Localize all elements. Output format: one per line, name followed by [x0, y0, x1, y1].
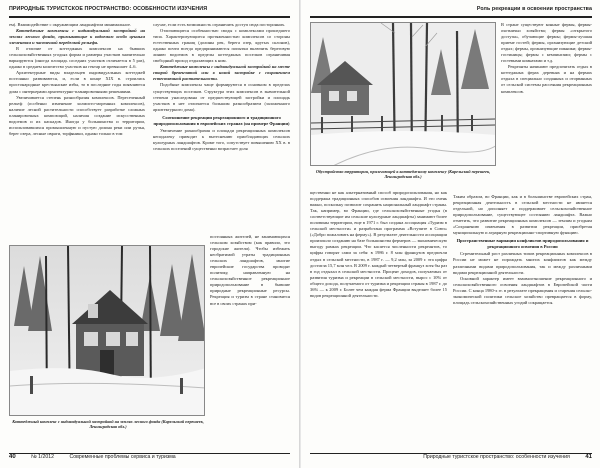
section-heading: Пространственные вариации конфликтов природопользования и рекреационного освоения в России	[456, 238, 589, 250]
body-paragraph: Коттеджные комплексы с индивидуальной застройкой на землях лесного фонда, примыкающие к водоемам особо ценным элементам и частичной переделкой рельефа.	[9, 28, 145, 46]
journal-title: Современные проблемы сервиса и туризма	[69, 454, 176, 460]
body-paragraph: Архитектурные виды владельцев индивидуальных коттеджей постоянно развиваются, и, если в конце XIX в. строились простонародные крестьянские избы, то в последние годы появляются дома с интерьерами архитектурно-планировочными решениями.	[9, 70, 145, 94]
body-paragraph: Подобные комплексы чаще формируются в основном в пределах существующих поселков. Структура этих комплексов в значительной степени унаследована от предшествующей застройки и площадь участков в нет отличается большим разнообразием (заложенного архитектурного дома).	[153, 82, 290, 112]
right-footer-title: Природные туристское пространство: особенности изучения	[423, 454, 570, 460]
body-paragraph: ем). Взаимодействие с окружающим ландшафтом минимальное.	[9, 22, 132, 27]
left-page-number: 40	[9, 454, 16, 460]
body-paragraph: Увеличение разнообразия и площади рекреационных комплексов неподалеку приводит к вытеснению приобладающих сельских культурных ландшафтов. Кроме того, сопутствует повышению XX в. в сельских поселений существенно возрастает доля	[153, 127, 290, 151]
body-paragraph: Основной характер имеет взаимоотношение рекреационного и сельскохозяйственного освоения ландшафтов в Европейской части России. С конца 1980-х гг. в результате прекращения и старения сельско-экономической политики сельское хозяйство превращается в форму, площадь сельскохозяйственных угодий сокращается.	[453, 275, 592, 305]
cottage-complex-photo	[9, 245, 205, 416]
right-column-2-upper	[501, 22, 592, 197]
body-paragraph: В отличие от коттеджных комплексов на бывших сельскохозяйственных угодьях форма и размеры участков значительно варьируются (иногда площадь соседних участков отличается в 5 раз), однако в среднем количество участков на гектар не превышает 4–6.	[9, 46, 145, 70]
body-paragraph: щественно не как альтернативный способ природопользования, но как поддержка традиционных способов освоения ландшафта. И это очень важно, поскольку позволит сохранить национальный ландшафт страны. Так, например, во Франции, где сельскохозяйственные угодья (в соответствующие им сельские культурные ландшафты) занимают более половины территории, еще в 1971 г. был создана ассоциация «Туризм в сельской местности» и разработана программа «Вступите в Союз» («Добро пожаловать на ферму»). В результате деятельности ассоциации произошло созданию на базе большинства фермеров — экономическую выгоду рамках рекреации. Что касается численности рекреантов, то цифры говорят сами за себя: в 1986 г. 8 млн французов предпочли отдых в сельской местности, в 1987 г. — 9,2 млн, за 2009 г. эта цифра достигла 15,7 млн чел. В 2009 г. каждый четвертый француз хотя бы раз в год отдыхал в сельской местности. Процент доходов, получаемых от развития туризма и рекреации в сельской местности, вырос с 10% от общего дохода, получаемого от туризма и рекреации страны в 1987 г. до 36% — к 2009 г. Более чем каждая ферма Франции выделяет более 15 видов рекреационной деятельности.	[310, 190, 447, 298]
section-heading: Соотношение рекреации рекреационного и традиционного природопользования в европейских странах (на примере Франции)	[153, 114, 290, 126]
right-column-2-lower	[453, 194, 592, 442]
winter-photo-caption: Обустройство территории, прилегающей к коттеджному комплексу (Карельский перешеек, Ленинградская обл.)	[315, 169, 491, 180]
right-footer	[310, 454, 592, 464]
journal-issue: № 1/2012	[31, 454, 55, 460]
left-column-1	[9, 22, 145, 242]
left-column-2	[153, 22, 290, 234]
cottage-photo-caption: Коттеджный комплекс с индивидуальной застройкой на землях лесного фонда (Карельский перешеек, Ленинградская обл.)	[12, 419, 204, 430]
right-running-head: Роль рекреации в освоении пространства	[476, 6, 592, 12]
body-paragraph: Рекреанты начинают предпочитать отдых в коттеджных ферах деревнях и на фермах отдыха в специально созданных и оторванных от сельской системы рассеяния рекреационных комплексов.	[501, 64, 592, 94]
left-footer	[9, 454, 290, 464]
winter-territory-photo	[310, 22, 496, 166]
left-column-2-lower	[210, 234, 290, 434]
body-paragraph: Таким образом, во Франции, как и в большинстве европейских стран, рекреационная деятельность в сельской местности не является отдельной, но дополняет и поддерживает сельскохозяйственное природопользование, существующее состоянию ландшафта. Важно отметить, что развитие рекреационных комплексов — землям и угодьям «Сохранению изменения в развитии рекреации, приобретая муниципальную и аграрную рекреационно-спортивную функцию.	[453, 194, 592, 236]
right-page-number: 41	[585, 454, 592, 460]
body-paragraph: Стремительный рост различных типов рекреационных комплексов в России не может не порождать многих конфликтов как между различными видами природопользования, так и между различными видами рекреационной деятельности.	[453, 251, 592, 275]
left-page	[0, 0, 299, 468]
body-paragraph: В стране существуют конные фермы, фермы-охотничьи хозяйства; фермы «открытого доступа», обучающие фермы; фермы-лучшая приеме гостей; фермы, организующие детский отдых; фермы, организующие пикники; фермы-гостиницы; фермы с кемпингами; фермы с гостевыми комнатами и т.д.	[501, 22, 592, 64]
right-column-1	[310, 190, 447, 442]
left-running-head: ПРИРОДНЫЕ ТУРИСТСКОЕ ПРОСТРАНСТВО: ОСОБЕННОСТИ ИЗУЧЕНИЯ	[9, 6, 208, 12]
right-page	[301, 0, 600, 468]
body-paragraph: Отличающиеся особенностью своды с комплексами прошедшего типа. Характеризующиеся протяженностью комплексов со стороны естественных границ (долины рек, берега озер, крутых склонов), однако почти всегда предпринимаются попытки включить береговую линию водоемов в пределы коттеджных поселков ограничивая свободный проход отдыхающих к ним.	[153, 28, 290, 64]
body-paragraph: Коттеджные комплексы с индивидуальной застройкой на месте старой бревенчатой или в новой застройке с сохранением естественной растительности.	[153, 64, 290, 82]
left-head-rule	[9, 16, 290, 18]
body-paragraph: случае, если есть возможность ограничить доступ сюда посторонних.	[153, 22, 286, 27]
body-paragraph: Увеличивается степень разнообразия комплексов. Пересеченный рельеф (особенно изменение холмисто-моренных комплексов), наличие лесной растительности способствует разработке сложных планировочных композиций, наличия создание искусственных водоемов и их каскадов. Иногда у большинства и территории, использовавшихся промышленную и пустую долина реки или ручья, берег озера, лесные овраги, торфяники, однако только в том	[9, 94, 145, 136]
right-head-rule	[310, 16, 592, 18]
body-paragraph: постоянных жителей, не занимающихся сельским хозяйством (как правило, это городские жители). Чтобы избежать необратимой утраты традиционных сельских ландшафтов, многие европейские государства проводят политику, направленную на сельскохозяйственное рекреационное природопользование в бывшие природные рекреационные ресурсы. Рекреация и туризм в стране становится все в своих странах при-	[210, 234, 290, 306]
